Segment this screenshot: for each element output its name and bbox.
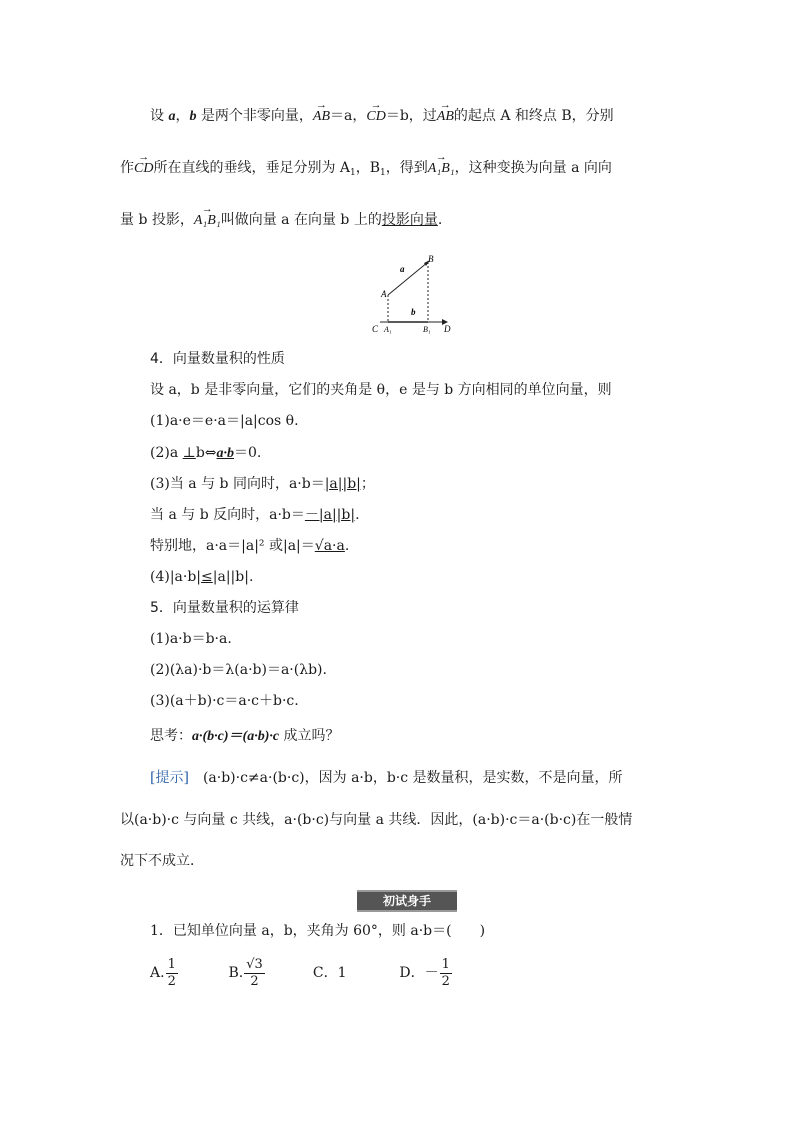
text: 叫做向量 a 在向量 b 上的 [220, 212, 382, 228]
text: 特别地，a·a＝|a|² 或|a|＝ [150, 538, 315, 554]
numerator: √3 [246, 956, 263, 972]
label-B: B [428, 254, 434, 264]
answer: √a·a [314, 538, 345, 554]
option-d[interactable] [399, 956, 489, 990]
section4-p1: (1)a·e＝e·a＝|a|cos θ. [150, 413, 299, 429]
text: 的起点 A 和终点 B，分别 [453, 108, 614, 124]
vector-ab: → AB [313, 107, 330, 127]
perp-symbol: ⊥ [182, 445, 196, 461]
vector-a-segment [388, 262, 428, 295]
section4-p3-special [150, 536, 349, 556]
denominator: 2 [441, 973, 450, 989]
question-1-options [150, 956, 489, 990]
denominator: 2 [167, 973, 176, 989]
text: ＝0. [234, 445, 262, 461]
text: 成立吗？ [279, 728, 340, 744]
section5-heading: 5．向量数量积的运算律 [150, 600, 299, 616]
numerator: 1 [441, 956, 450, 972]
option-label: D．－ [399, 965, 439, 981]
hint-line-2: 以(a·b)·c 与向量 c 共线，a·(b·c)与向量 a 共线．因此，(a·b)·c＝a·(b·c)在一般情 [120, 812, 633, 828]
text: ， [175, 108, 190, 124]
fraction [440, 957, 452, 990]
text: 思考： [150, 728, 192, 744]
vector-cd: → CD [366, 107, 385, 127]
text: ，得到 [385, 160, 428, 176]
think-question [150, 726, 340, 747]
option-a[interactable] [150, 956, 224, 990]
text: ＝a， [330, 108, 367, 124]
text: (3)当 a 与 b 同向时，a·b＝ [150, 476, 325, 492]
vector-ab: → AB [437, 107, 454, 127]
var-b: b [189, 109, 197, 124]
var-a: a [168, 109, 176, 124]
section5-p2: (2)(λa)·b＝λ(a·b)＝a·(λb). [150, 662, 327, 678]
vector-a1b1: → A₁B₁ [428, 159, 455, 179]
label-b: b [411, 307, 416, 317]
section4-heading: 4．向量数量积的性质 [150, 351, 285, 367]
fraction [166, 957, 178, 990]
answer: ≤ [201, 569, 213, 585]
label-a: a [400, 264, 405, 274]
text: . [355, 507, 360, 523]
text: 当 a 与 b 反向时，a·b＝ [150, 507, 305, 523]
option-b[interactable] [228, 956, 308, 990]
section5-p1: (1)a·b＝b·a. [150, 631, 232, 647]
label-B1: B₁ [423, 325, 431, 334]
text: (a·b)·c≠a·(b·c)，因为 a·b，b·c 是数量积，是实数，不是向量，所 [202, 770, 623, 786]
section4-p4 [150, 567, 253, 587]
definition-line-2: 作→ CD所在直线的垂线，垂足分别为 $A_1$，$B_1$，得到→ A₁B₁，这种变换为向量 a 向向 [120, 158, 612, 183]
text: 设 [150, 108, 169, 124]
numerator: 1 [167, 956, 176, 972]
text: 所在直线的垂线，垂足分别为 A [153, 160, 351, 176]
projection-figure [368, 252, 458, 336]
section4-intro: 设 a，b 是非零向量，它们的夹角是 θ，e 是与 b 方向相同的单位向量，则 [150, 382, 612, 398]
text: ＝b，过 [385, 108, 437, 124]
section4-p3-opposite [150, 505, 360, 525]
section4-p2 [150, 443, 261, 464]
hint-tag: [提示] [150, 770, 189, 786]
dot-product: a·b [216, 446, 235, 461]
formula: a·(b·c)＝(a·b)·c [192, 729, 280, 744]
answer: |a||b| [324, 476, 361, 492]
text: . [437, 212, 443, 228]
vector-a1b1: → A₁B₁ [194, 211, 221, 231]
text: ，B [355, 160, 381, 176]
text: ； [360, 476, 375, 492]
label-D: D [444, 324, 451, 334]
vector-cd: → CD [134, 159, 153, 179]
label-C: C [372, 324, 379, 334]
hint-line-3: 况下不成立． [120, 853, 204, 869]
answer: －|a||b| [304, 507, 356, 523]
section-banner: 初试身手 [357, 890, 457, 912]
text: (4)|a·b| [150, 569, 202, 585]
label-A1: A₁ [384, 325, 392, 334]
definition-line-1 [150, 106, 614, 127]
option-label: C．1 [312, 965, 347, 981]
text: 作 [120, 160, 134, 176]
text: . [344, 538, 350, 554]
option-label: A. [150, 965, 165, 981]
definition-line-3 [120, 210, 442, 231]
option-label: B. [228, 965, 244, 981]
text: (2)a [150, 445, 183, 461]
hint-line-1 [150, 768, 623, 788]
term-projection-vector: 投影向量 [381, 212, 438, 228]
question-1-stem: 1．已知单位向量 a，b，夹角为 60°，则 a·b＝( ) [150, 923, 486, 939]
text: b⇔ [195, 445, 217, 461]
text: ，这种变换为向量 a 向向 [454, 160, 612, 176]
fraction [244, 957, 265, 990]
text: 量 b 投影， [120, 212, 194, 228]
label-A: A [381, 289, 387, 299]
option-c[interactable] [313, 956, 395, 990]
section4-p3-same [150, 474, 375, 494]
denominator: 2 [250, 973, 259, 989]
section5-p3: (3)(a＋b)·c＝a·c＋b·c. [150, 693, 299, 709]
text: 是两个非零向量， [196, 108, 313, 124]
text: |a||b|. [212, 569, 254, 585]
